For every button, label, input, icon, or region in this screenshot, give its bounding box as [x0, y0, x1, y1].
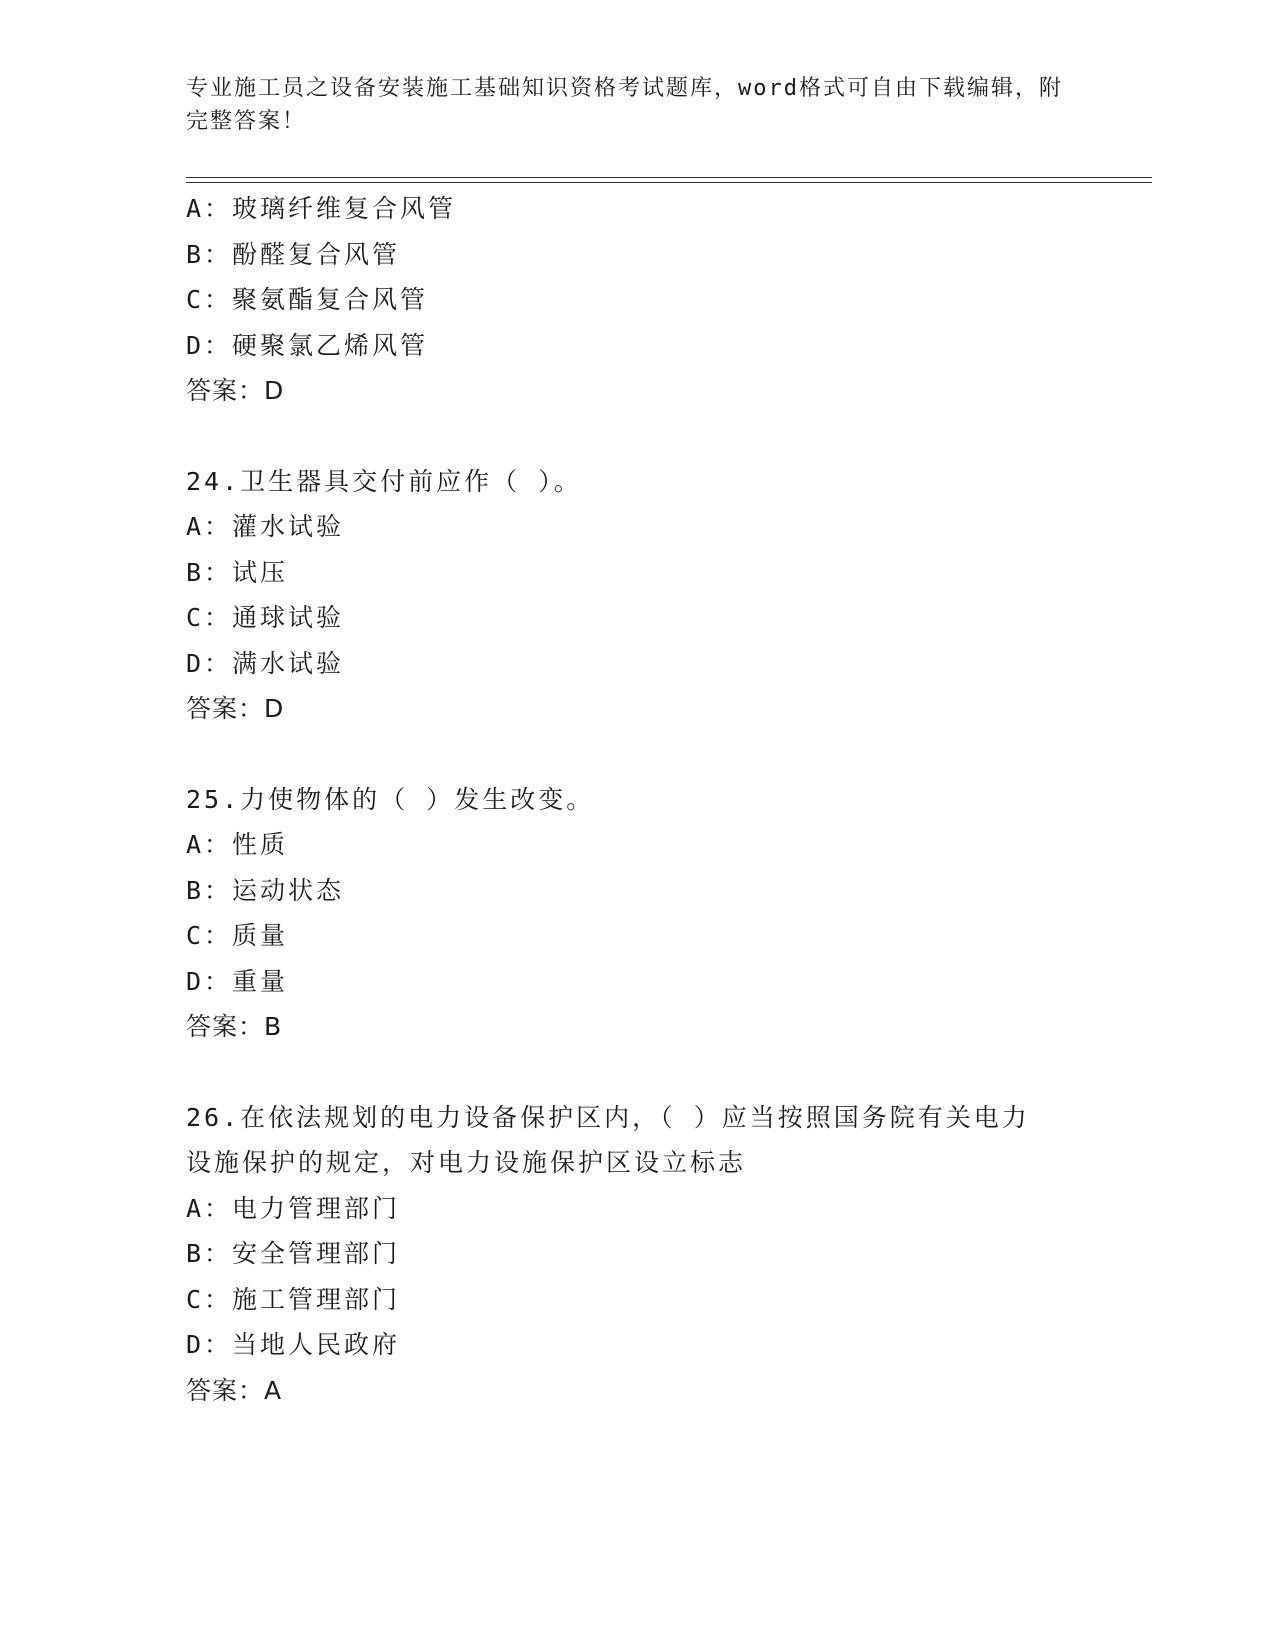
option-c: C：通球试验 [186, 603, 345, 632]
answer-line: 答案：D [186, 694, 285, 723]
question-26 [186, 1095, 1152, 1414]
question-stem: 24.卫生器具交付前应作（ ）。 [186, 466, 582, 496]
option-c: C：施工管理部门 [186, 1284, 401, 1314]
answer-line: 答案：A [186, 1375, 283, 1405]
option-b: B：运动状态 [186, 875, 345, 905]
option-a: A：电力管理部门 [186, 1193, 401, 1223]
option-a: A：灌水试验 [186, 512, 345, 541]
question-stem: 26.在依法规划的电力设备保护区内，（ ）应当按照国务院有关电力设施保护的规定，对电力设施保护区设立标志 [186, 1102, 1030, 1177]
question-24 [186, 459, 1152, 732]
header-divider-bottom [186, 182, 1152, 183]
option-d: D：当地人民政府 [186, 1330, 401, 1359]
option-b: B：酚醛复合风管 [186, 239, 401, 269]
question-stem: 25.力使物体的（ ）发生改变。 [186, 784, 595, 814]
question-list [186, 186, 1152, 1413]
option-c: C：质量 [186, 921, 289, 950]
header-divider-top [186, 177, 1152, 178]
option-b: B：试压 [186, 557, 289, 587]
option-c: C：聚氨酯复合风管 [186, 285, 429, 314]
answer-line: 答案：D [186, 376, 285, 405]
answer-line: 答案：B [186, 1012, 283, 1041]
option-d: D：硬聚氯乙烯风管 [186, 330, 429, 360]
option-a: A：性质 [186, 830, 289, 859]
question-25 [186, 777, 1152, 1050]
option-a: A：玻璃纤维复合风管 [186, 194, 457, 223]
option-b: B：安全管理部门 [186, 1239, 401, 1268]
option-d: D：满水试验 [186, 648, 345, 678]
option-d: D：重量 [186, 966, 289, 996]
document-header: 专业施工员之设备安装施工基础知识资格考试题库，word格式可自由下载编辑，附完整答案！ [186, 76, 1063, 134]
question-23-continuation [186, 186, 1152, 414]
